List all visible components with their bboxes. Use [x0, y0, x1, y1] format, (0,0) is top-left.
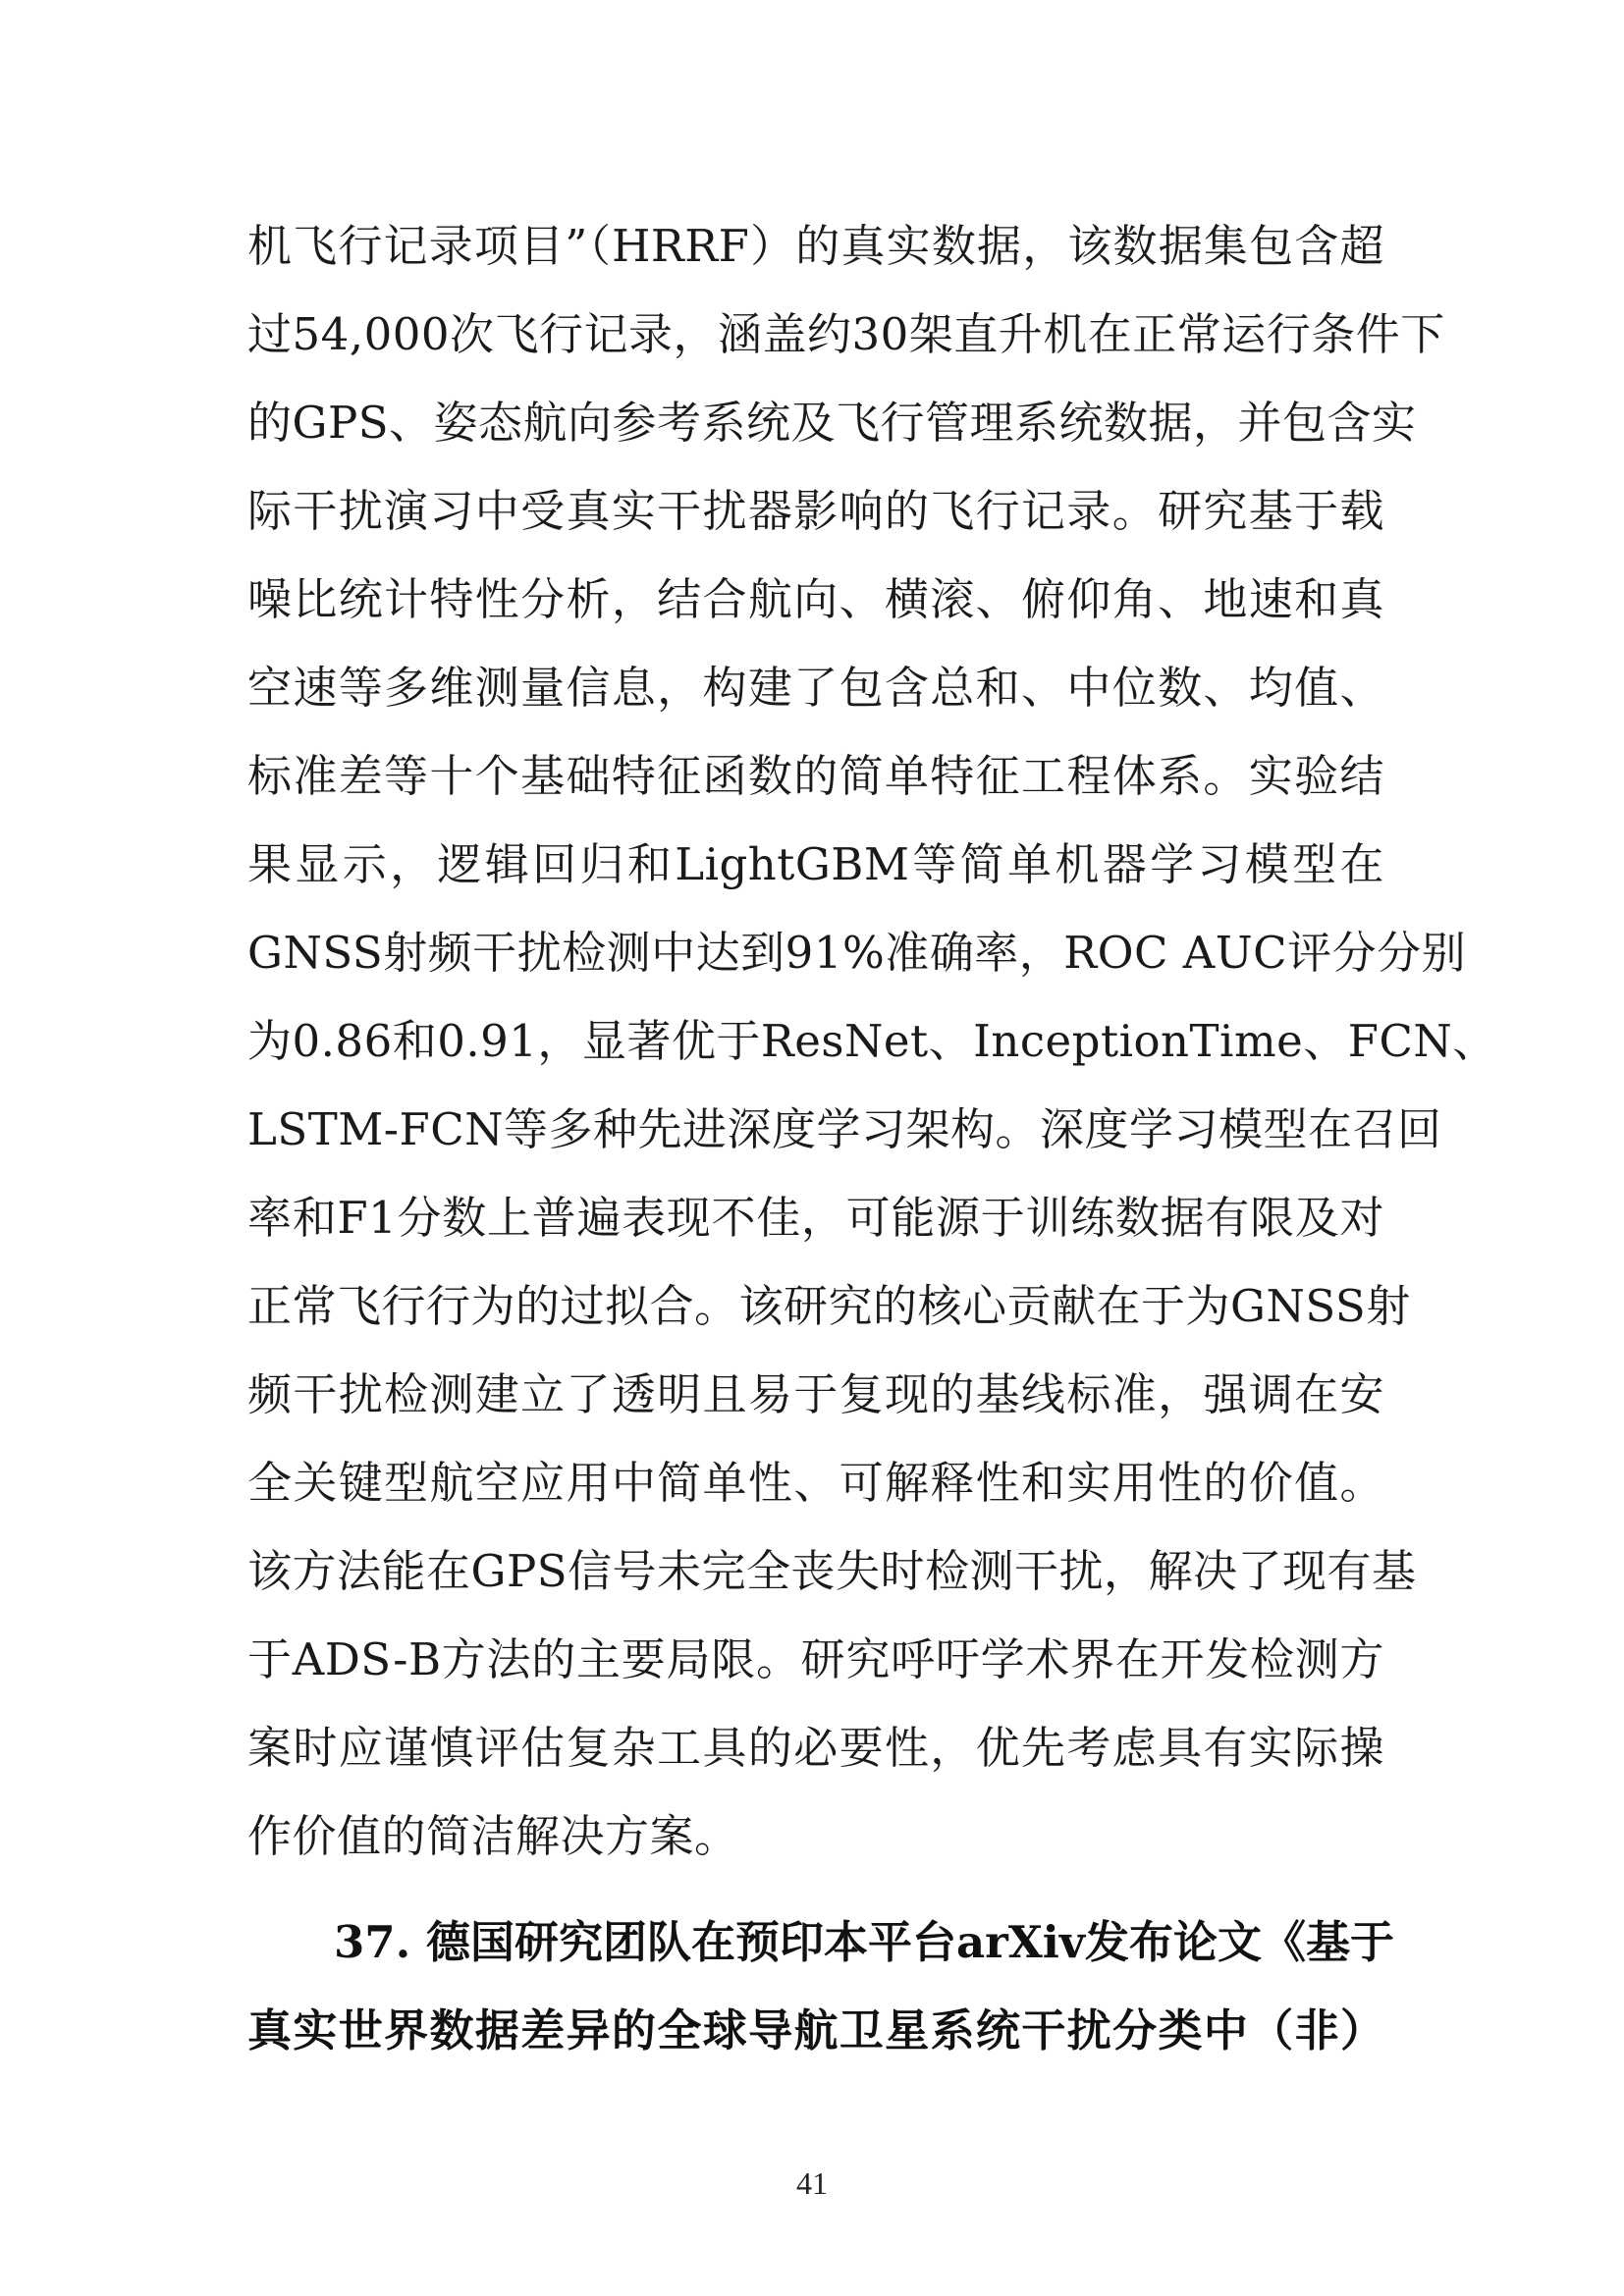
paragraph-line-14: 频干扰检测建立了透明且易于复现的基线标准，强调在安: [247, 1368, 1384, 1420]
paragraph-line-1: 机飞行记录项目”（HRRF）的真实数据，该数据集包含超: [247, 220, 1384, 272]
paragraph-line-9: GNSS射频干扰检测中达到91%准确率，ROC AUC评分分别: [247, 927, 1467, 979]
paragraph-line-11: LSTM-FCN等多种先进深度学习架构。深度学习模型在召回: [247, 1103, 1442, 1155]
section-heading-line-1: 37. 德国研究团队在预印本平台arXiv发布论文《基于: [334, 1916, 1394, 1968]
page-number: 41: [796, 2165, 828, 2201]
paragraph-line-4: 际干扰演习中受真实干扰器影响的飞行记录。研究基于载: [247, 485, 1384, 537]
paragraph-line-13: 正常飞行行为的过拟合。该研究的核心贡献在于为GNSS射: [247, 1280, 1411, 1332]
section-heading-line-2: 真实世界数据差异的全球导航卫星系统干扰分类中（非）: [247, 2004, 1384, 2056]
paragraph-line-2: 过54,000次飞行记录，涵盖约30架直升机在正常运行条件下: [247, 308, 1445, 360]
paragraph-line-10: 为0.86和0.91，显著优于ResNet、InceptionTime、FCN、: [247, 1015, 1497, 1067]
paragraph-line-12: 率和F1分数上普遍表现不佳，可能源于训练数据有限及对: [247, 1192, 1384, 1244]
paragraph-line-5: 噪比统计特性分析，结合航向、横滚、俯仰角、地速和真: [247, 573, 1384, 625]
paragraph-line-3: 的GPS、姿态航向参考系统及飞行管理系统数据，并包含实: [247, 397, 1417, 449]
paragraph-line-8: 果显示，逻辑回归和LightGBM等简单机器学习模型在: [247, 838, 1384, 890]
paragraph-line-18: 案时应谨慎评估复杂工具的必要性，优先考虑具有实际操: [247, 1722, 1384, 1774]
paragraph-line-15: 全关键型航空应用中简单性、可解释性和实用性的价值。: [247, 1457, 1384, 1509]
paragraph-line-7: 标准差等十个基础特征函数的简单特征工程体系。实验结: [247, 750, 1384, 802]
paragraph-line-17: 于ADS-B方法的主要局限。研究呼吁学术界在开发检测方: [247, 1633, 1384, 1685]
paragraph-line-19: 作价值的简洁解决方案。: [247, 1810, 739, 1862]
paragraph-line-16: 该方法能在GPS信号未完全丧失时检测干扰，解决了现有基: [247, 1545, 1417, 1597]
paragraph-line-6: 空速等多维测量信息，构建了包含总和、中位数、均值、: [247, 662, 1384, 714]
